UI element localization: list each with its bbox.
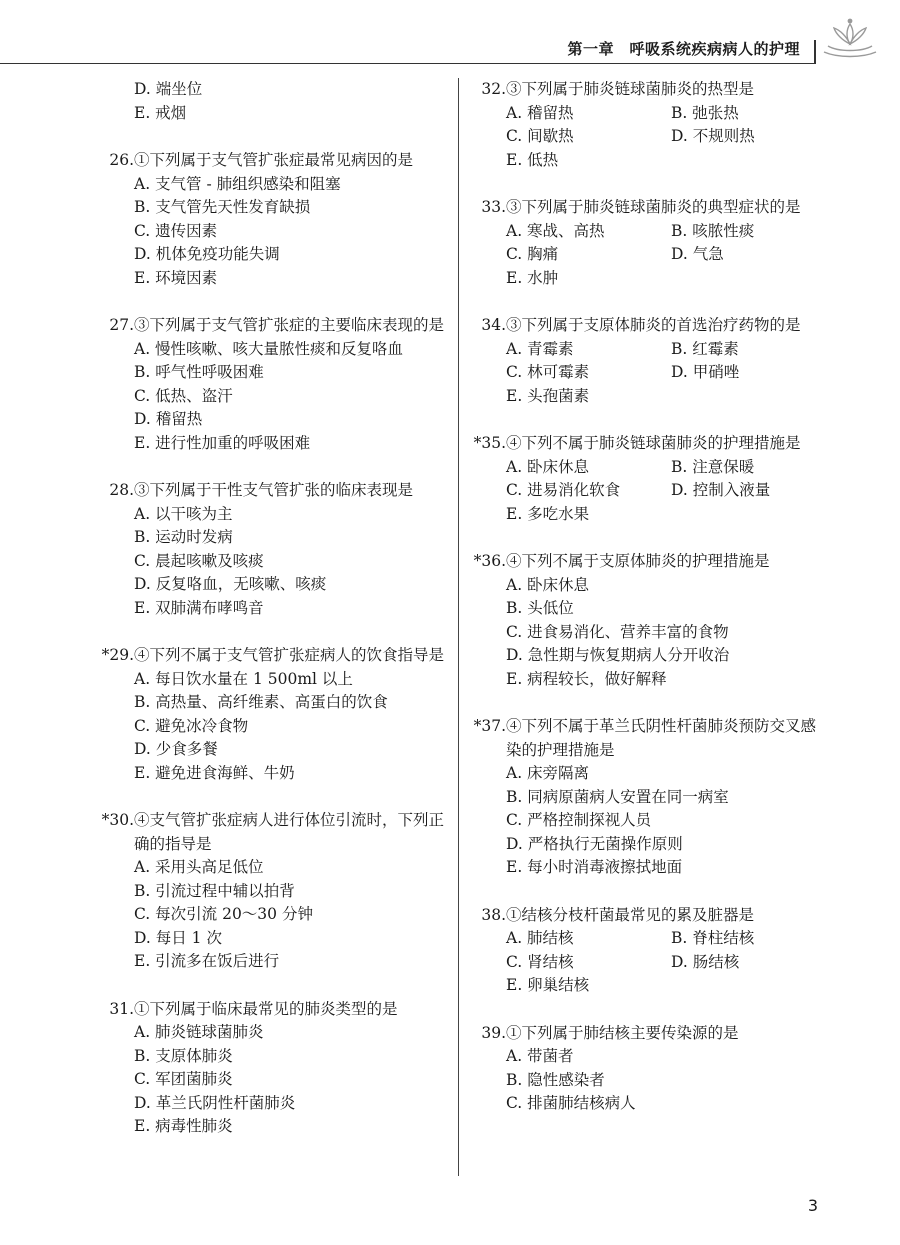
option-item: B. 弛张热 — [671, 103, 739, 122]
question-stem — [472, 550, 827, 574]
question-item — [472, 314, 827, 408]
question-number: *37. — [473, 717, 506, 735]
option-list — [472, 574, 827, 692]
question-stem — [100, 998, 450, 1022]
option-item: B. 运动时发病 — [134, 528, 233, 546]
page-header — [0, 0, 900, 62]
question-item — [472, 904, 827, 998]
option-item: A. 寒战、高热 — [506, 221, 605, 240]
option-item: E. 双肺满布哮鸣音 — [134, 598, 264, 617]
question-number: 39. — [481, 1023, 506, 1042]
option-item: D. 端坐位 — [134, 80, 203, 98]
question-number: 28. — [109, 481, 134, 499]
question-stem — [100, 149, 450, 173]
option-item: C. 每次引流 20～30 分钟 — [134, 905, 313, 923]
option-item: C. 遗传因素 — [134, 221, 218, 240]
option-item: B. 支原体肺炎 — [134, 1046, 233, 1065]
option-item: D. 少食多餐 — [134, 740, 218, 758]
option-list — [100, 78, 450, 125]
option-item: D. 甲硝唑 — [671, 363, 740, 381]
question-item — [100, 998, 450, 1139]
question-number: 38. — [481, 905, 506, 924]
question-item — [472, 432, 827, 526]
option-list — [472, 220, 827, 291]
option-item: C. 晨起咳嗽及咳痰 — [134, 551, 264, 570]
option-item: B. 咳脓性痰 — [671, 221, 755, 240]
option-item: A. 青霉素 — [506, 339, 574, 358]
right-column — [472, 78, 827, 1140]
option-item: C. 低热、盗汗 — [134, 386, 233, 405]
option-item: A. 床旁隔离 — [506, 764, 590, 782]
option-list — [472, 927, 827, 998]
continued-question — [100, 78, 450, 125]
option-item: C. 军团菌肺炎 — [134, 1070, 233, 1088]
option-item: D. 气急 — [671, 245, 724, 263]
question-number: 33. — [481, 198, 506, 216]
option-item: A. 肺炎链球菌肺炎 — [134, 1023, 264, 1041]
option-item: E. 每小时消毒液擦拭地面 — [506, 858, 683, 876]
option-item: B. 头低位 — [506, 599, 574, 617]
option-item: E. 水肿 — [506, 268, 559, 287]
option-list — [472, 762, 827, 880]
question-item — [472, 715, 827, 880]
option-item: E. 避免进食海鲜、牛奶 — [134, 763, 295, 782]
option-item: E. 病毒性肺炎 — [134, 1117, 233, 1135]
question-text: ①下列属于支气管扩张症最常见病因的是 — [134, 151, 414, 169]
option-list — [100, 1021, 450, 1139]
question-stem — [472, 196, 827, 220]
question-number: 27. — [109, 316, 134, 334]
question-stem — [472, 1022, 827, 1046]
option-item: E. 环境因素 — [134, 268, 218, 287]
option-item: A. 每日饮水量在 1 500ml 以上 — [134, 669, 353, 688]
question-text: ④下列不属于支气管扩张症病人的饮食指导是 — [134, 646, 445, 664]
option-item: D. 严格执行无菌操作原则 — [506, 834, 683, 853]
question-text: ①下列属于肺结核主要传染源的是 — [506, 1023, 739, 1042]
question-item — [100, 149, 450, 290]
option-item: D. 机体免疫功能失调 — [134, 245, 280, 263]
option-list — [472, 102, 827, 173]
option-item: C. 间歇热 — [506, 127, 574, 145]
option-item: D. 每日 1 次 — [134, 928, 222, 947]
left-column — [100, 78, 450, 1163]
lotus-logo-icon — [818, 16, 882, 62]
option-item: B. 支气管先天性发育缺损 — [134, 198, 311, 216]
question-text: ④下列不属于支原体肺炎的护理措施是 — [506, 552, 770, 570]
question-stem — [472, 432, 827, 456]
option-item: B. 红霉素 — [671, 339, 739, 358]
option-item: A. 慢性咳嗽、咳大量脓性痰和反复咯血 — [134, 339, 404, 358]
chapter-title: 第一章 呼吸系统疾病病人的护理 — [567, 40, 800, 58]
option-item: D. 稽留热 — [134, 410, 203, 428]
question-stem — [100, 314, 450, 338]
question-item — [100, 644, 450, 785]
question-number: *35. — [473, 434, 506, 452]
option-list — [472, 456, 827, 527]
question-text: ③下列属于支气管扩张症的主要临床表现的是 — [134, 316, 445, 334]
option-item: D. 反复咯血，无咳嗽、咳痰 — [134, 575, 327, 593]
option-item: C. 肾结核 — [506, 952, 574, 971]
question-stem — [100, 644, 450, 668]
option-item: C. 严格控制探视人员 — [506, 811, 652, 829]
question-item — [100, 479, 450, 620]
question-item — [472, 550, 827, 691]
question-text: ④下列不属于革兰氏阴性杆菌肺炎预防交叉感染的护理措施是 — [506, 717, 817, 759]
option-item: B. 同病原菌病人安置在同一病室 — [506, 787, 729, 806]
option-list — [472, 338, 827, 409]
column-divider — [458, 78, 459, 1176]
question-number: 26. — [109, 151, 134, 169]
question-text: ①下列属于临床最常见的肺炎类型的是 — [134, 999, 398, 1018]
question-item — [472, 78, 827, 172]
option-item: B. 隐性感染者 — [506, 1070, 605, 1089]
question-text: ③下列属于干性支气管扩张的临床表现是 — [134, 481, 414, 499]
option-item: D. 急性期与恢复期病人分开收治 — [506, 646, 730, 664]
question-text: ①结核分枝杆菌最常见的累及脏器是 — [506, 905, 755, 924]
question-item — [100, 314, 450, 455]
option-item: E. 引流多在饭后进行 — [134, 952, 280, 970]
option-item: C. 排菌肺结核病人 — [506, 1094, 636, 1112]
option-item: A. 卧床休息 — [506, 457, 590, 476]
question-number: 31. — [109, 999, 134, 1018]
option-item: B. 脊柱结核 — [671, 929, 755, 947]
option-item: E. 卵巢结核 — [506, 976, 590, 994]
option-item: A. 肺结核 — [506, 929, 574, 947]
question-text: ③下列属于肺炎链球菌肺炎的热型是 — [506, 80, 755, 98]
option-item: A. 稽留热 — [506, 103, 574, 122]
question-number: *30. — [101, 811, 134, 829]
question-number: 34. — [481, 316, 506, 334]
question-item — [472, 196, 827, 290]
page-number: 3 — [807, 1196, 818, 1215]
option-item: A. 采用头高足低位 — [134, 858, 264, 876]
option-item: E. 头孢菌素 — [506, 386, 590, 405]
option-item: E. 戒烟 — [134, 103, 187, 122]
option-item: A. 卧床休息 — [506, 575, 590, 594]
question-number: *29. — [101, 646, 134, 664]
header-divider-bar — [814, 40, 816, 64]
option-item: A. 支气管 - 肺组织感染和阻塞 — [134, 174, 341, 193]
option-item: E. 多吃水果 — [506, 504, 590, 523]
option-item: C. 进食易消化、营养丰富的食物 — [506, 622, 729, 641]
option-list — [100, 173, 450, 291]
question-stem — [472, 78, 827, 102]
option-list — [472, 1045, 827, 1116]
option-item: D. 不规则热 — [671, 127, 755, 145]
option-item: D. 肠结核 — [671, 952, 740, 971]
option-item: D. 革兰氏阴性杆菌肺炎 — [134, 1093, 296, 1112]
question-text: ④支气管扩张症病人进行体位引流时，下列正确的指导是 — [134, 811, 445, 853]
option-item: C. 进易消化软食 — [506, 481, 621, 499]
option-list — [100, 338, 450, 456]
option-item: A. 以干咳为主 — [134, 504, 233, 523]
question-stem — [100, 479, 450, 503]
question-number: 32. — [481, 80, 506, 98]
option-item: E. 低热 — [506, 150, 559, 169]
question-stem — [100, 809, 450, 856]
header-rule — [0, 63, 816, 64]
option-item: E. 进行性加重的呼吸困难 — [134, 433, 311, 452]
question-stem — [472, 715, 827, 762]
option-list — [100, 856, 450, 974]
option-item: C. 林可霉素 — [506, 363, 590, 381]
question-stem — [472, 904, 827, 928]
option-item: E. 病程较长，做好解释 — [506, 669, 667, 688]
option-item: B. 引流过程中辅以拍背 — [134, 881, 295, 900]
option-list — [100, 668, 450, 786]
option-item: A. 带菌者 — [506, 1047, 574, 1065]
option-item: B. 高热量、高纤维素、高蛋白的饮食 — [134, 693, 388, 711]
option-item: B. 呼气性呼吸困难 — [134, 363, 264, 381]
question-text: ④下列不属于肺炎链球菌肺炎的护理措施是 — [506, 434, 801, 452]
option-item: C. 避免冰冷食物 — [134, 716, 249, 735]
question-number: *36. — [473, 552, 506, 570]
question-stem — [472, 314, 827, 338]
option-item: C. 胸痛 — [506, 245, 559, 263]
question-text: ③下列属于支原体肺炎的首选治疗药物的是 — [506, 316, 801, 334]
option-item: B. 注意保暖 — [671, 457, 755, 476]
option-item: D. 控制入液量 — [671, 481, 771, 499]
question-item — [100, 809, 450, 974]
question-item — [472, 1022, 827, 1116]
question-text: ③下列属于肺炎链球菌肺炎的典型症状的是 — [506, 198, 801, 216]
option-list — [100, 503, 450, 621]
